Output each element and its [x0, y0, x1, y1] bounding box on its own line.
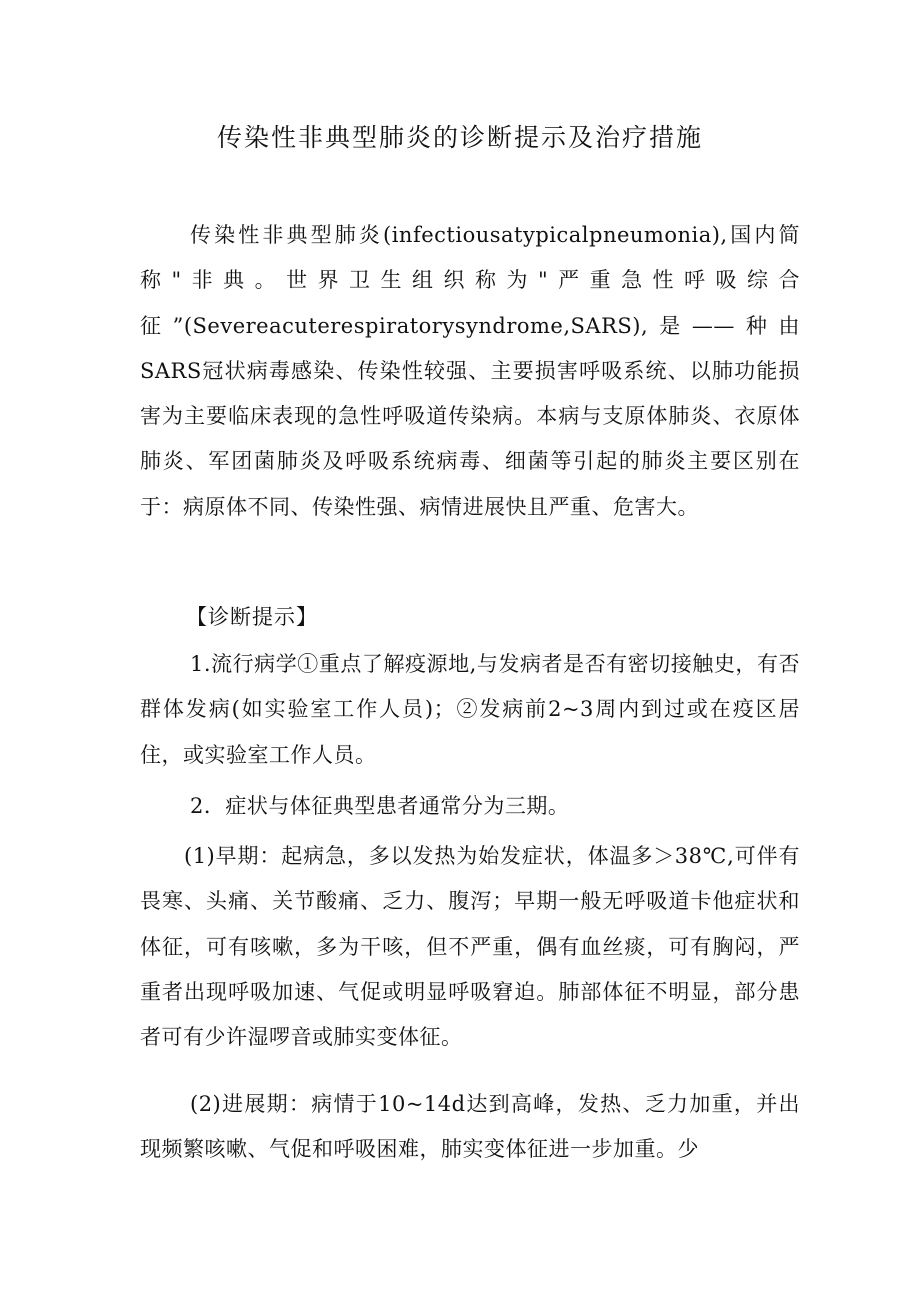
paragraph-progress-stage: (2)进展期：病情于10~14d达到高峰，发热、乏力加重，并出现频繁咳嗽、气促和呼吸困难，肺实变体征进一步加重。少	[140, 1092, 800, 1162]
document-title: 传染性非典型肺炎的诊断提示及治疗措施	[216, 123, 703, 152]
paragraph-early-stage: (1)早期：起病急，多以发热为始发症状，体温多＞38℃,可伴有畏寒、头痛、关节酸痛、乏力、腹泻；早期一般无呼吸道卡他症状和体征，可有咳嗽，多为干咳，但不严重，偶有血丝痰，可有胸闷，严重者出现呼吸加速、气促或明显呼吸窘迫。肺部体征不明显，部分患者可有少许湿啰音或肺实变体征。	[140, 844, 800, 1050]
paragraph-symptoms: 2．症状与体征典型患者通常分为三期。	[190, 794, 570, 818]
section-heading-diagnosis: 【诊断提示】	[186, 605, 318, 629]
intro-paragraph: 传染性非典型肺炎(infectiousatypicalpneumonia),国内简称"非典。世界卫生组织称为"严重急性呼吸综合征”(Severeacuterespiratorysyndrome,SARS),是——种由SARS冠状病毒感染、传染性较强、主要损害呼吸系统、以肺功能损害为主要临床表现的急性呼吸道传染病。本病与支原体肺炎、衣原体肺炎、军团菌肺炎及呼吸系统病毒、细菌等引起的肺炎主要区别在于：病原体不同、传染性强、病情进展快且严重、危害大。	[140, 223, 800, 519]
paragraph-epidemiology: 1.流行病学①重点了解疫源地,与发病者是否有密切接触史，有否群体发病(如实验室工作人员)；②发病前2~3周内到过或在疫区居住，或实验室工作人员。	[140, 652, 800, 767]
